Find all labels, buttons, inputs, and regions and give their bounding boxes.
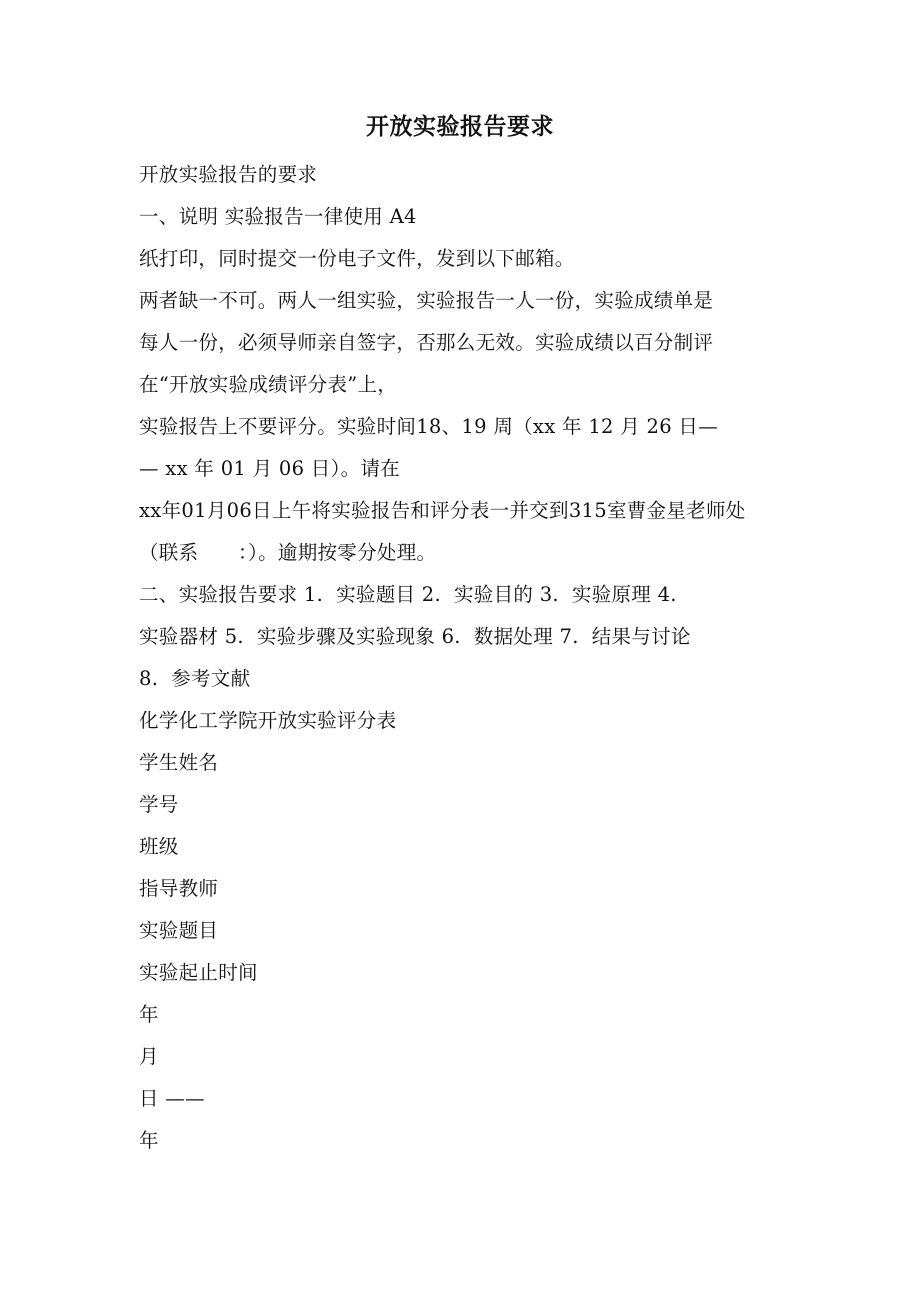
text-line: 纸打印，同时提交一份电子文件，发到以下邮箱。 <box>139 247 575 270</box>
form-field-label: 实验题目 <box>139 919 219 942</box>
text-line: 开放实验报告的要求 <box>139 163 318 186</box>
text-line: — xx 年 01 月 06 日）。请在 <box>139 457 401 480</box>
text-line: 一、说明 实验报告一律使用 A4 <box>139 205 417 228</box>
text-line: 每人一份，必须导师亲自签字，否那么无效。实验成绩以百分制评 <box>139 331 714 354</box>
form-field-label: 学生姓名 <box>139 751 219 774</box>
date-label: 年 <box>139 1129 159 1152</box>
text-line: 二、实验报告要求 1. 实验题目 2. 实验目的 3. 实验原理 4. <box>139 583 677 606</box>
text-line: 8. 参考文献 <box>139 667 251 690</box>
document-title: 开放实验报告要求 <box>366 113 554 140</box>
date-label: 月 <box>139 1045 159 1068</box>
form-field-label: 实验起止时间 <box>139 961 258 984</box>
date-label: 年 <box>139 1003 159 1026</box>
text-line: 实验报告上不要评分。实验时间18、19 周（xx 年 12 月 26 日— <box>139 415 719 438</box>
form-field-label: 指导教师 <box>139 877 219 900</box>
text-line: （联系 ：）。逾期按零分处理。 <box>139 541 437 564</box>
text-line: xx年01月06日上午将实验报告和评分表一并交到315室曹金星老师处 <box>139 499 746 522</box>
form-title: 化学化工学院开放实验评分表 <box>139 709 397 732</box>
text-line: 在“开放实验成绩评分表”上， <box>139 373 398 396</box>
form-field-label: 班级 <box>139 835 179 858</box>
text-line: 实验器材 5. 实验步骤及实验现象 6. 数据处理 7. 结果与讨论 <box>139 625 691 648</box>
document-body <box>139 154 789 1162</box>
form-field-label: 学号 <box>139 793 179 816</box>
text-line: 两者缺一不可。两人一组实验，实验报告一人一份，实验成绩单是 <box>139 289 714 312</box>
date-label: 日 —— <box>139 1087 205 1110</box>
